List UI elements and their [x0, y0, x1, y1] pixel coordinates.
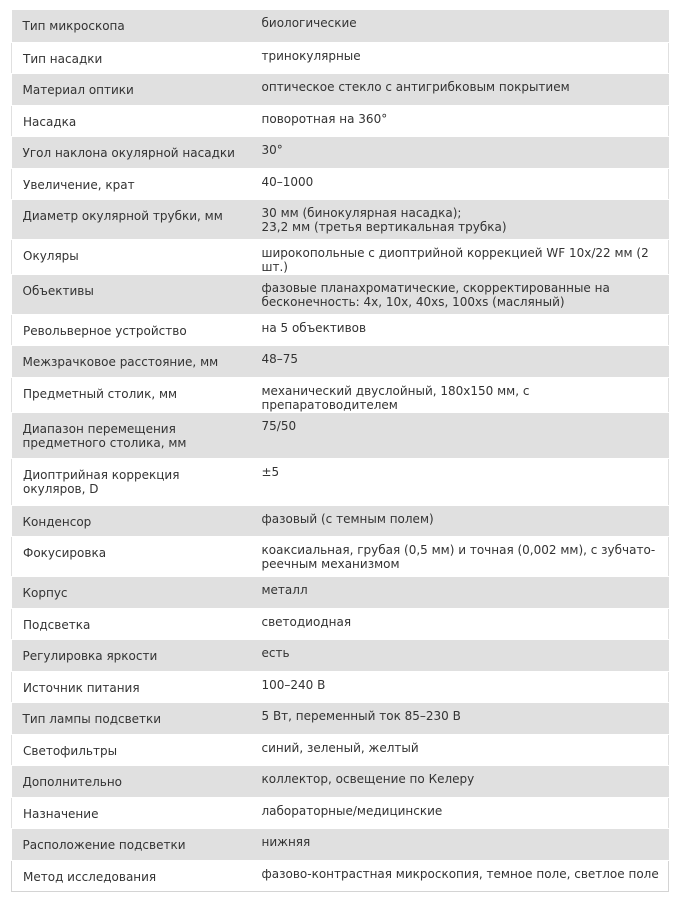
spec-value-text: есть	[261, 645, 290, 660]
spec-label-text: Окуляры	[23, 248, 79, 263]
spec-label-text: Назначение	[23, 806, 99, 821]
spec-label-text: Диапазон перемещения	[22, 421, 176, 436]
spec-label	[12, 458, 254, 505]
spec-label-text: Дополнительно	[22, 774, 123, 789]
spec-label	[12, 345, 254, 377]
spec-row	[12, 105, 669, 136]
spec-label-text: Материал оптики	[22, 82, 134, 97]
spec-value-text: на 5 объективов	[261, 320, 367, 335]
spec-label-text: предметного столика, мм	[22, 435, 187, 450]
spec-value	[254, 734, 669, 765]
spec-value	[254, 536, 669, 576]
spec-value	[254, 505, 669, 536]
spec-label	[12, 639, 254, 671]
spec-label-text: Насадка	[23, 114, 77, 129]
spec-row	[12, 797, 669, 828]
spec-label-text: Револьверное устройство	[23, 323, 187, 338]
spec-value	[254, 73, 669, 105]
spec-row	[12, 576, 669, 608]
spec-value-text: ±5	[261, 464, 280, 479]
spec-value-text: фазово-контрастная микроскопия, темное поле, светлое поле	[261, 866, 659, 881]
spec-row	[12, 639, 669, 671]
spec-label	[12, 860, 254, 891]
spec-label	[12, 239, 254, 274]
spec-value-text: фазовые планахроматические, скорректированные на	[261, 280, 610, 295]
spec-value-text: 40–1000	[261, 174, 314, 189]
spec-value-text: 30 мм (бинокулярная насадка);	[261, 205, 462, 220]
spec-value-text: металл	[261, 582, 308, 597]
spec-label	[12, 412, 254, 458]
spec-label	[12, 765, 254, 797]
spec-value-text: коаксиальная, грубая (0,5 мм) и точная (0,002 мм), с зубчато-	[261, 542, 656, 557]
spec-row	[12, 239, 669, 274]
spec-label-text: Тип насадки	[23, 51, 103, 66]
spec-label-text: Межзрачковое расстояние, мм	[22, 354, 219, 369]
spec-value-text: лабораторные/медицинские	[261, 803, 443, 818]
spec-value	[254, 136, 669, 168]
spec-value	[254, 168, 669, 199]
spec-value-text: синий, зеленый, желтый	[261, 740, 419, 755]
spec-label-text: Расположение подсветки	[22, 837, 186, 852]
spec-value-text: нижняя	[261, 834, 311, 849]
spec-value	[254, 274, 669, 314]
spec-label-text: Угол наклона окулярной насадки	[22, 145, 235, 160]
spec-row	[12, 505, 669, 536]
spec-row	[12, 168, 669, 199]
spec-row	[12, 42, 669, 73]
spec-label	[12, 797, 254, 828]
spec-value	[254, 576, 669, 608]
spec-value	[254, 412, 669, 458]
spec-value-text: 5 Вт, переменный ток 85–230 В	[261, 708, 461, 723]
spec-label-text: Корпус	[22, 585, 68, 600]
spec-value	[254, 377, 669, 412]
spec-label	[12, 608, 254, 639]
spec-label-text: Увеличение, крат	[23, 177, 135, 192]
spec-value	[254, 42, 669, 73]
spec-row	[12, 734, 669, 765]
spec-value	[254, 608, 669, 639]
spec-value-text: коллектор, освещение по Келеру	[261, 771, 475, 786]
spec-label	[12, 136, 254, 168]
spec-value	[254, 199, 669, 239]
spec-value-text: 48–75	[261, 351, 299, 366]
spec-value-text: тринокулярные	[261, 48, 361, 63]
spec-value	[254, 105, 669, 136]
spec-row	[12, 828, 669, 860]
spec-value	[254, 639, 669, 671]
spec-label	[12, 42, 254, 73]
spec-label-text: Подсветка	[23, 617, 91, 632]
spec-value-text: 100–240 В	[261, 677, 326, 692]
spec-row	[12, 314, 669, 345]
spec-label-text: Метод исследования	[23, 869, 157, 884]
spec-row	[12, 377, 669, 412]
spec-row	[12, 671, 669, 702]
spec-label	[12, 671, 254, 702]
spec-label	[12, 199, 254, 239]
spec-row	[12, 458, 669, 505]
spec-value	[254, 860, 669, 891]
spec-value	[254, 765, 669, 797]
spec-value	[254, 671, 669, 702]
specifications-table-body	[12, 10, 669, 891]
spec-label-text: Тип лампы подсветки	[22, 711, 162, 726]
spec-value-text: 75/50	[261, 418, 297, 433]
spec-label	[12, 828, 254, 860]
spec-label-text: окуляров, D	[23, 481, 99, 496]
spec-value-text: 23,2 мм (третья вертикальная трубка)	[261, 219, 507, 234]
spec-row	[12, 412, 669, 458]
spec-label	[12, 702, 254, 734]
spec-value	[254, 458, 669, 505]
spec-value	[254, 828, 669, 860]
spec-label-text: Предметный столик, мм	[23, 386, 178, 401]
spec-value	[254, 345, 669, 377]
spec-value	[254, 797, 669, 828]
spec-row	[12, 199, 669, 239]
spec-label	[12, 10, 254, 42]
spec-label	[12, 505, 254, 536]
spec-label	[12, 168, 254, 199]
spec-value-text: светодиодная	[261, 614, 352, 629]
spec-label-text: Объективы	[22, 283, 94, 298]
spec-label	[12, 274, 254, 314]
specifications-table	[11, 10, 669, 892]
spec-label	[12, 536, 254, 576]
spec-value-text: фазовый (с темным полем)	[261, 511, 434, 526]
spec-value-text: широкопольные с диоптрийной коррекцией WF 10х/22 мм (2 шт.)	[261, 245, 649, 274]
spec-value-text: реечным механизмом	[261, 556, 400, 571]
spec-value	[254, 10, 669, 42]
spec-row	[12, 274, 669, 314]
spec-label-text: Фокусировка	[23, 545, 107, 560]
spec-label	[12, 576, 254, 608]
spec-label-text: Источник питания	[23, 680, 140, 695]
spec-value	[254, 314, 669, 345]
spec-row	[12, 10, 669, 42]
spec-label-text: Регулировка яркости	[22, 648, 158, 663]
spec-row	[12, 345, 669, 377]
spec-label-text: Диаметр окулярной трубки, мм	[22, 208, 223, 223]
spec-value-text: 30°	[261, 142, 283, 157]
spec-value-text: бесконечность: 4х, 10х, 40xs, 100xs (масляный)	[261, 294, 565, 309]
spec-label	[12, 73, 254, 105]
spec-row	[12, 702, 669, 734]
spec-label-text: Конденсор	[22, 514, 92, 529]
spec-label-text: Тип микроскопа	[22, 19, 125, 33]
spec-row	[12, 765, 669, 797]
spec-value	[254, 702, 669, 734]
spec-value	[254, 239, 669, 274]
spec-label	[12, 314, 254, 345]
spec-label	[12, 105, 254, 136]
spec-row	[12, 136, 669, 168]
spec-value-text: биологические	[261, 16, 357, 30]
spec-row	[12, 860, 669, 891]
spec-label-text: Диоптрийная коррекция	[23, 467, 180, 482]
spec-label	[12, 734, 254, 765]
spec-row	[12, 536, 669, 576]
spec-row	[12, 608, 669, 639]
spec-label	[12, 377, 254, 412]
spec-value-text: поворотная на 360°	[261, 111, 388, 126]
spec-value-text: механический двуслойный, 180х150 мм, с препаратоводителем	[261, 383, 530, 412]
spec-row	[12, 73, 669, 105]
spec-value-text: оптическое стекло с антигрибковым покрытием	[261, 79, 570, 94]
spec-label-text: Светофильтры	[23, 743, 118, 758]
